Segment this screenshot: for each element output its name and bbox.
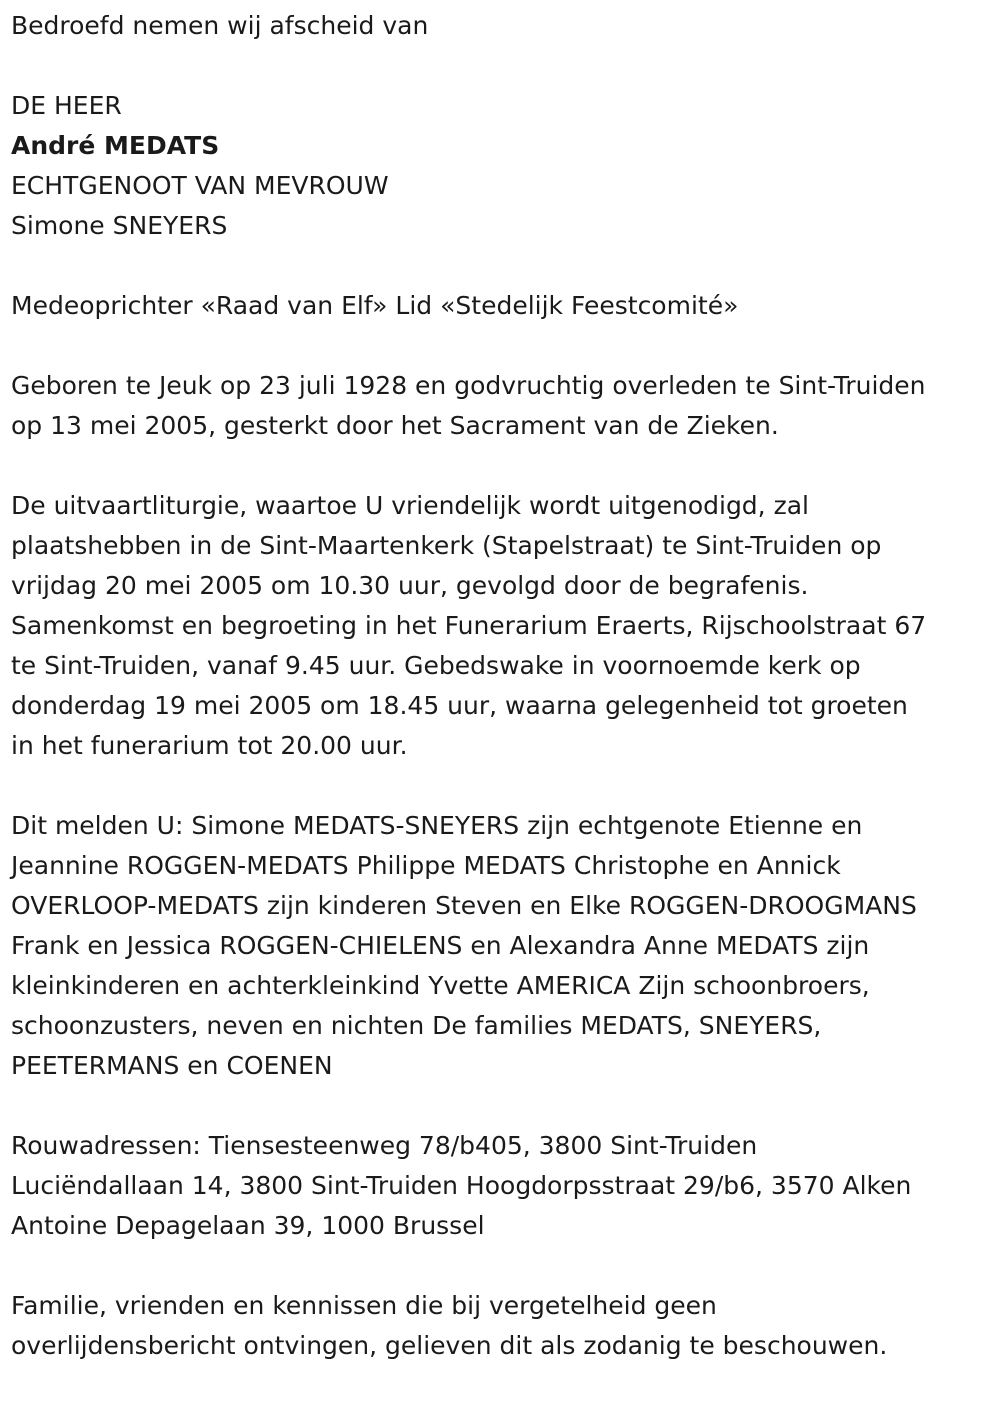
- death-notice: [11, 0, 996, 1366]
- paragraph-line: kleinkinderen en achterkleinkind Yvette AMERICA Zijn schoonbroers,: [11, 971, 870, 1000]
- paragraph-line: plaatshebben in de Sint-Maartenkerk (Stapelstraat) te Sint-Truiden op: [11, 531, 882, 560]
- paragraph-line: Samenkomst en begroeting in het Funerarium Eraerts, Rijschoolstraat 67: [11, 611, 927, 640]
- spacer: [11, 1086, 996, 1126]
- paragraph-line: Dit melden U: Simone MEDATS-SNEYERS zijn echtgenote Etienne en: [11, 811, 863, 840]
- honorific: DE HEER: [11, 91, 122, 120]
- spacer: [11, 46, 996, 86]
- paragraph-line: overlijdensbericht ontvingen, gelieven dit als zodanig te beschouwen.: [11, 1331, 888, 1360]
- closing-paragraph: [11, 1286, 996, 1366]
- spouse-title: ECHTGENOOT VAN MEVROUW: [11, 171, 389, 200]
- paragraph-line: te Sint-Truiden, vanaf 9.45 uur. Gebedswake in voornoemde kerk op: [11, 651, 861, 680]
- family-paragraph: [11, 806, 996, 1086]
- paragraph-line: op 13 mei 2005, gesterkt door het Sacrament van de Zieken.: [11, 411, 779, 440]
- paragraph-line: Geboren te Jeuk op 23 juli 1928 en godvruchtig overleden te Sint-Truiden: [11, 371, 926, 400]
- intro-text: Bedroefd nemen wij afscheid van: [11, 11, 429, 40]
- ceremony-paragraph: [11, 486, 996, 766]
- spouse-name: Simone SNEYERS: [11, 211, 228, 240]
- paragraph-line: Jeannine ROGGEN-MEDATS Philippe MEDATS Christophe en Annick: [11, 851, 841, 880]
- paragraph-line: Frank en Jessica ROGGEN-CHIELENS en Alexandra Anne MEDATS zijn: [11, 931, 870, 960]
- spacer: [11, 766, 996, 806]
- spacer: [11, 1246, 996, 1286]
- paragraph-line: De uitvaartliturgie, waartoe U vriendelijk wordt uitgenodigd, zal: [11, 491, 809, 520]
- deceased-name: André MEDATS: [11, 131, 220, 160]
- spacer: [11, 326, 996, 366]
- paragraph-line: Luciëndallaan 14, 3800 Sint-Truiden Hoogdorpsstraat 29/b6, 3570 Alken: [11, 1171, 912, 1200]
- paragraph-line: Antoine Depagelaan 39, 1000 Brussel: [11, 1211, 485, 1240]
- role-text: Medeoprichter «Raad van Elf» Lid «Stedelijk Feestcomité»: [11, 291, 739, 320]
- paragraph-line: OVERLOOP-MEDATS zijn kinderen Steven en Elke ROGGEN-DROOGMANS: [11, 891, 917, 920]
- paragraph-line: PEETERMANS en COENEN: [11, 1051, 333, 1080]
- paragraph-line: Familie, vrienden en kennissen die bij vergetelheid geen: [11, 1291, 717, 1320]
- paragraph-line: schoonzusters, neven en nichten De families MEDATS, SNEYERS,: [11, 1011, 822, 1040]
- paragraph-line: donderdag 19 mei 2005 om 18.45 uur, waarna gelegenheid tot groeten: [11, 691, 908, 720]
- birth-death-paragraph: [11, 366, 996, 446]
- spacer: [11, 246, 996, 286]
- spacer: [11, 446, 996, 486]
- addresses-paragraph: [11, 1126, 996, 1246]
- paragraph-line: in het funerarium tot 20.00 uur.: [11, 731, 408, 760]
- paragraph-line: vrijdag 20 mei 2005 om 10.30 uur, gevolgd door de begrafenis.: [11, 571, 809, 600]
- paragraph-line: Rouwadressen: Tiensesteenweg 78/b405, 3800 Sint-Truiden: [11, 1131, 758, 1160]
